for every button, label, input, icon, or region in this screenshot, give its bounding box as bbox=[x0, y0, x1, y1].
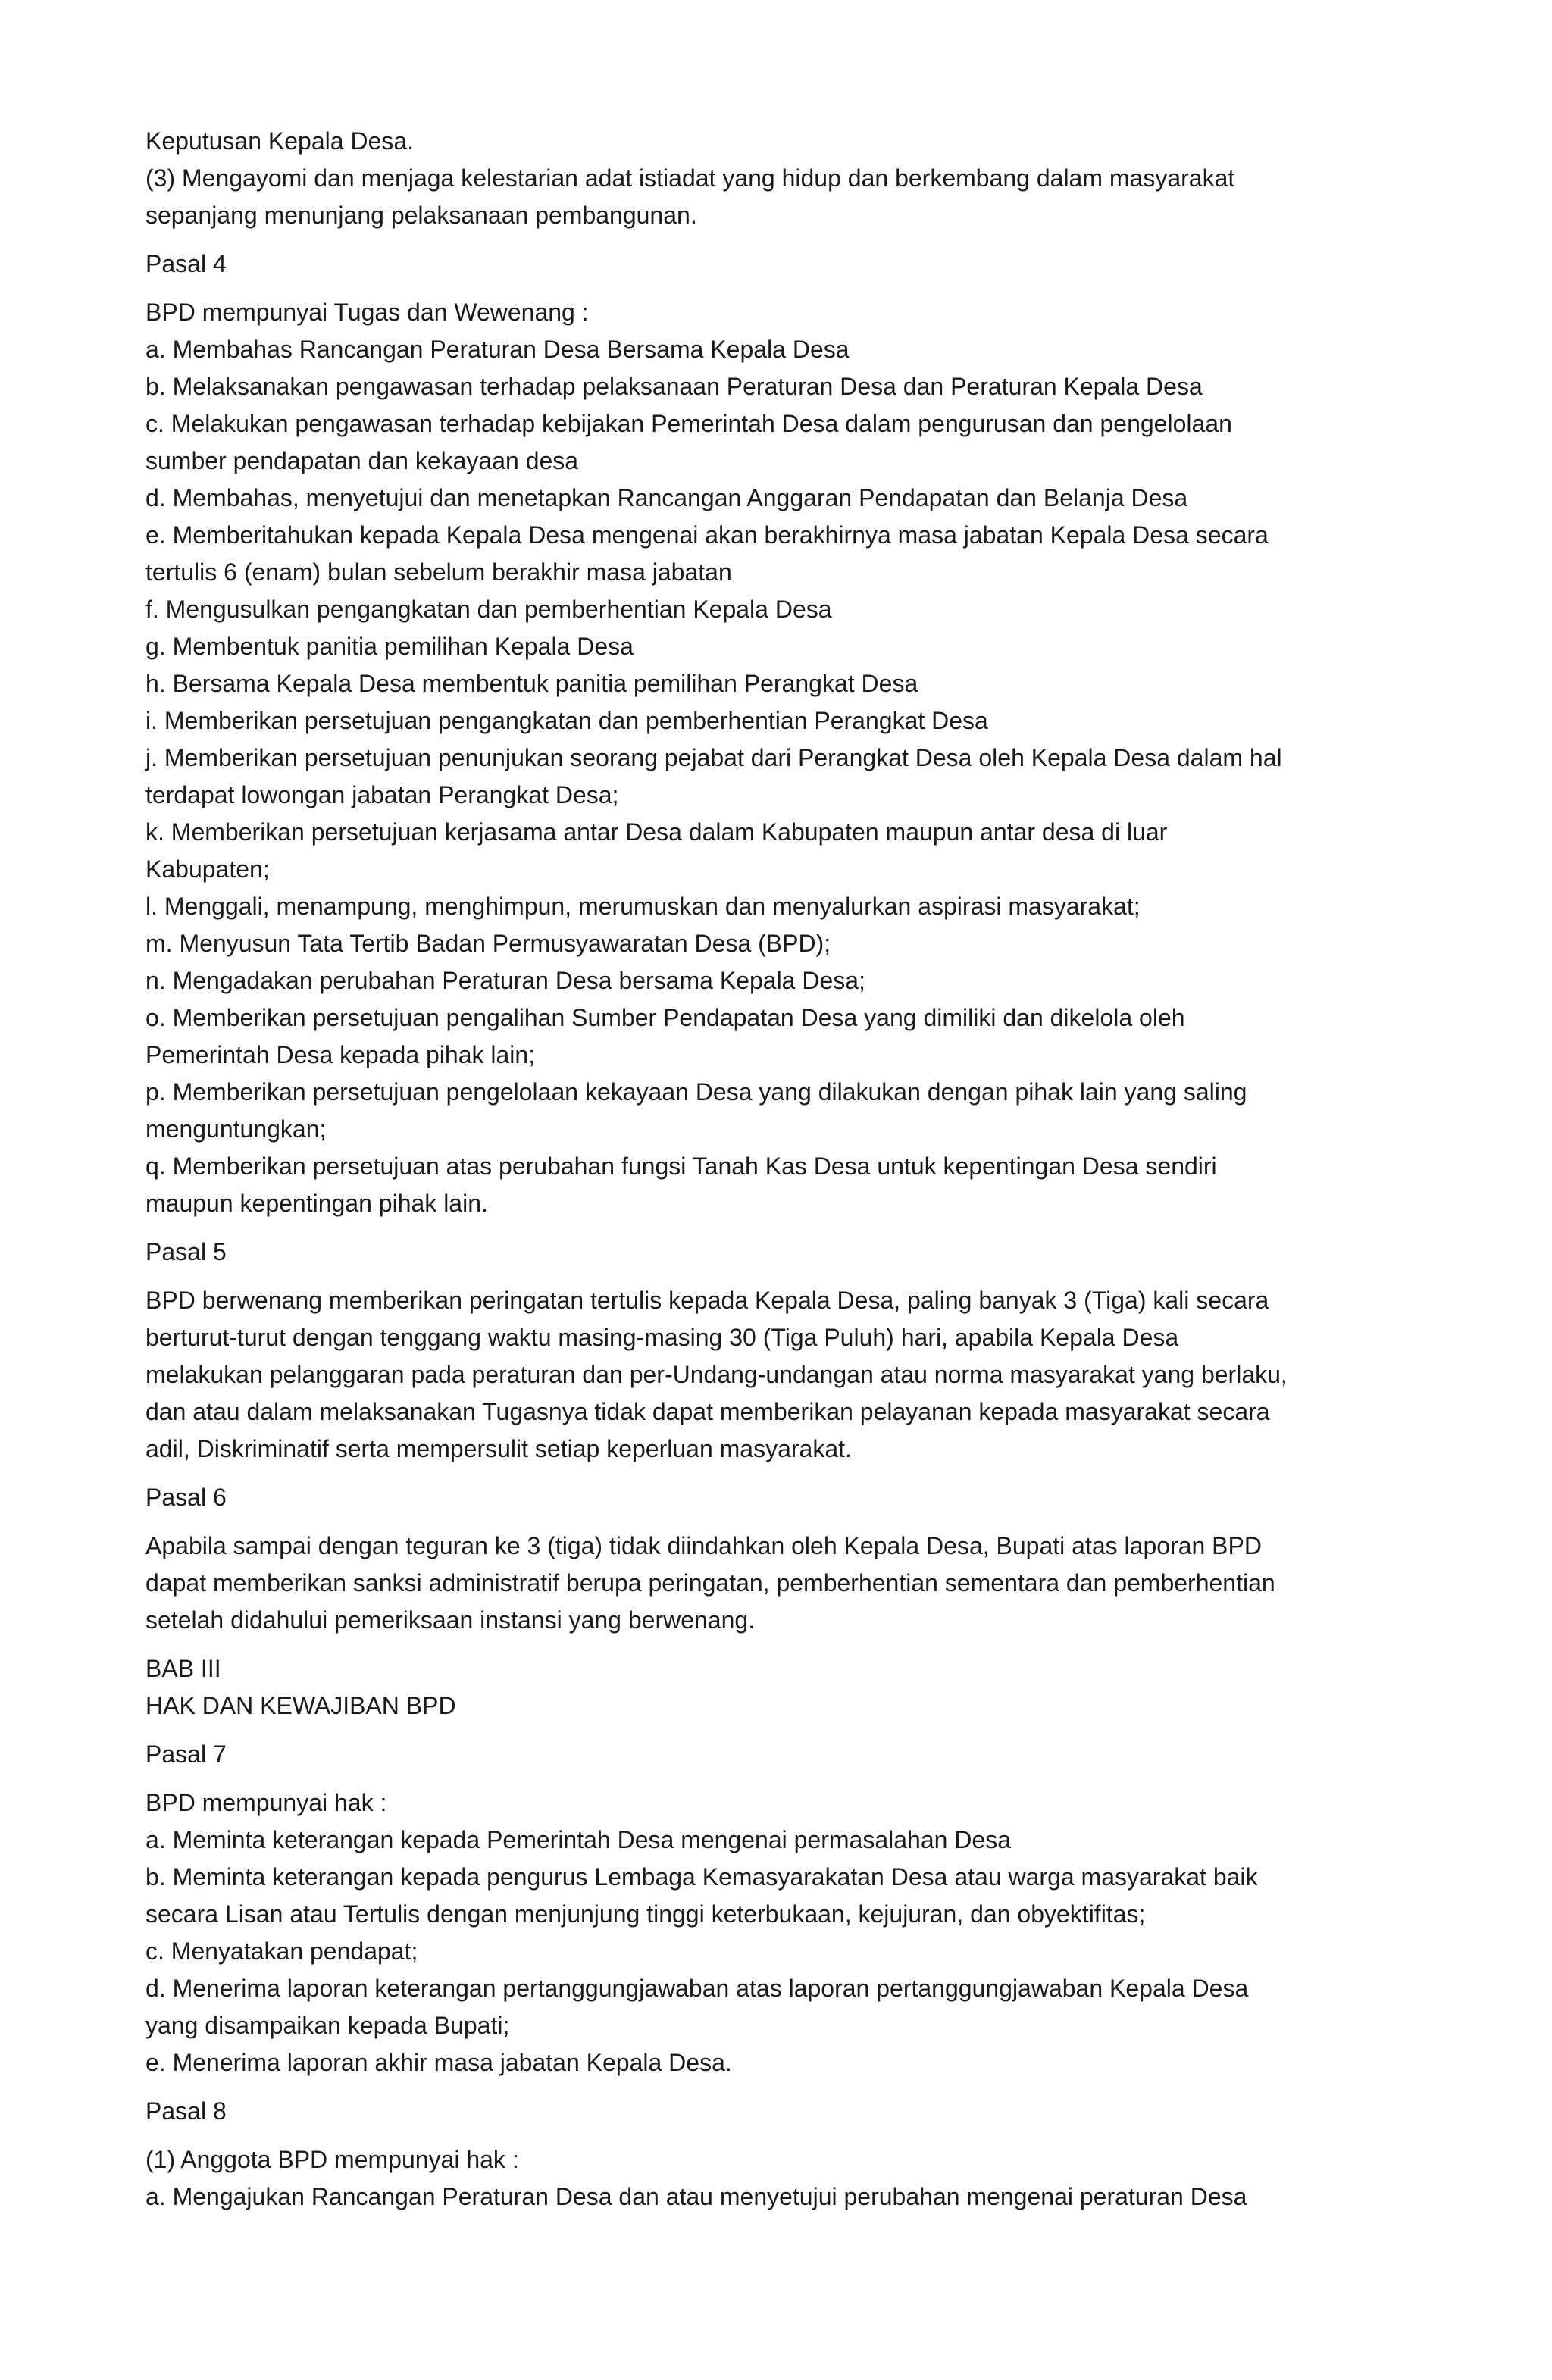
text-line: maupun kepentingan pihak lain. bbox=[146, 1190, 488, 1217]
text-line: secara Lisan atau Tertulis dengan menjunjung tinggi keterbukaan, kejujuran, dan obyektifitas; bbox=[146, 1900, 1146, 1928]
text-line: b. Melaksanakan pengawasan terhadap pelaksanaan Peraturan Desa dan Peraturan Kepala Desa bbox=[146, 373, 1203, 400]
text-line: berturut-turut dengan tenggang waktu masing-masing 30 (Tiga Puluh) hari, apabila Kepala Desa bbox=[146, 1324, 1179, 1351]
text-line: c. Menyatakan pendapat; bbox=[146, 1937, 418, 1965]
text-line: j. Memberikan persetujuan penunjukan seorang pejabat dari Perangkat Desa oleh Kepala Desa dalam hal bbox=[146, 744, 1282, 771]
text-line: a. Meminta keterangan kepada Pemerintah Desa mengenai permasalahan Desa bbox=[146, 1826, 1012, 1853]
text-line: BPD mempunyai Tugas dan Wewenang : bbox=[146, 299, 589, 326]
text-line: o. Memberikan persetujuan pengalihan Sumber Pendapatan Desa yang dimiliki dan dikelola oleh bbox=[146, 1004, 1185, 1031]
text-line: (3) Mengayomi dan menjaga kelestarian adat istiadat yang hidup dan berkembang dalam masyarakat bbox=[146, 164, 1235, 192]
text-line: BPD mempunyai hak : bbox=[146, 1789, 387, 1816]
text-line: p. Memberikan persetujuan pengelolaan kekayaan Desa yang dilakukan dengan pihak lain yang saling bbox=[146, 1078, 1247, 1106]
text-line: yang disampaikan kepada Bupati; bbox=[146, 2012, 510, 2039]
text-line: dapat memberikan sanksi administratif berupa peringatan, pemberhentian sementara dan pemberhentian bbox=[146, 1569, 1275, 1597]
text-line: c. Melakukan pengawasan terhadap kebijakan Pemerintah Desa dalam pengurusan dan pengelolaan bbox=[146, 410, 1232, 437]
text-line: BPD berwenang memberikan peringatan tertulis kepada Kepala Desa, paling banyak 3 (Tiga) kali secara bbox=[146, 1287, 1269, 1314]
text-line: l. Menggali, menampung, menghimpun, merumuskan dan menyalurkan aspirasi masyarakat; bbox=[146, 893, 1141, 920]
text-line: Pasal 4 bbox=[146, 250, 227, 277]
text-line: tertulis 6 (enam) bulan sebelum berakhir masa jabatan bbox=[146, 558, 732, 586]
text-line: terdapat lowongan jabatan Perangkat Desa; bbox=[146, 781, 619, 808]
document-body bbox=[146, 123, 1434, 2216]
text-line: e. Menerima laporan akhir masa jabatan Kepala Desa. bbox=[146, 2049, 732, 2076]
text-line: HAK DAN KEWAJIBAN BPD bbox=[146, 1692, 456, 1719]
text-line: Pasal 8 bbox=[146, 2097, 227, 2125]
text-line: i. Memberikan persetujuan pengangkatan dan pemberhentian Perangkat Desa bbox=[146, 707, 988, 734]
text-line: Keputusan Kepala Desa. bbox=[146, 127, 415, 155]
text-line: Pasal 5 bbox=[146, 1238, 227, 1265]
text-line: menguntungkan; bbox=[146, 1115, 327, 1143]
text-line: adil, Diskriminatif serta mempersulit setiap keperluan masyarakat. bbox=[146, 1435, 852, 1462]
text-line: n. Mengadakan perubahan Peraturan Desa bersama Kepala Desa; bbox=[146, 967, 865, 994]
text-line: Pasal 6 bbox=[146, 1484, 227, 1511]
text-line: sumber pendapatan dan kekayaan desa bbox=[146, 447, 579, 474]
text-line: setelah didahului pemeriksaan instansi yang berwenang. bbox=[146, 1606, 756, 1634]
text-line: Apabila sampai dengan teguran ke 3 (tiga) tidak diindahkan oleh Kepala Desa, Bupati atas laporan BPD bbox=[146, 1532, 1262, 1559]
text-line: q. Memberikan persetujuan atas perubahan fungsi Tanah Kas Desa untuk kepentingan Desa sendiri bbox=[146, 1152, 1217, 1180]
text-line: f. Mengusulkan pengangkatan dan pemberhentian Kepala Desa bbox=[146, 596, 832, 623]
text-line: Pemerintah Desa kepada pihak lain; bbox=[146, 1041, 536, 1068]
text-line: e. Memberitahukan kepada Kepala Desa mengenai akan berakhirnya masa jabatan Kepala Desa secara bbox=[146, 521, 1269, 549]
text-line: b. Meminta keterangan kepada pengurus Lembaga Kemasyarakatan Desa atau warga masyarakat baik bbox=[146, 1863, 1258, 1891]
text-line: BAB III bbox=[146, 1655, 221, 1682]
text-line: Kabupaten; bbox=[146, 855, 270, 883]
text-line: Pasal 7 bbox=[146, 1740, 227, 1768]
text-line: k. Memberikan persetujuan kerjasama antar Desa dalam Kabupaten maupun antar desa di luar bbox=[146, 818, 1168, 846]
text-line: m. Menyusun Tata Tertib Badan Permusyawaratan Desa (BPD); bbox=[146, 930, 831, 957]
text-line: a. Mengajukan Rancangan Peraturan Desa dan atau menyetujui perubahan mengenai peraturan Desa bbox=[146, 2183, 1247, 2210]
text-line: h. Bersama Kepala Desa membentuk panitia pemilihan Perangkat Desa bbox=[146, 670, 918, 697]
text-line: (1) Anggota BPD mempunyai hak : bbox=[146, 2146, 519, 2173]
text-line: d. Membahas, menyetujui dan menetapkan Rancangan Anggaran Pendapatan dan Belanja Desa bbox=[146, 484, 1188, 511]
text-line: sepanjang menunjang pelaksanaan pembangunan. bbox=[146, 202, 697, 229]
text-line: dan atau dalam melaksanakan Tugasnya tidak dapat memberikan pelayanan kepada masyarakat secara bbox=[146, 1398, 1270, 1425]
text-line: melakukan pelanggaran pada peraturan dan per-Undang-undangan atau norma masyarakat yang berlaku, bbox=[146, 1361, 1288, 1388]
text-line: d. Menerima laporan keterangan pertanggungjawaban atas laporan pertanggungjawaban Kepala Desa bbox=[146, 1975, 1249, 2002]
text-line: a. Membahas Rancangan Peraturan Desa Bersama Kepala Desa bbox=[146, 336, 850, 363]
text-line: g. Membentuk panitia pemilihan Kepala Desa bbox=[146, 633, 634, 660]
